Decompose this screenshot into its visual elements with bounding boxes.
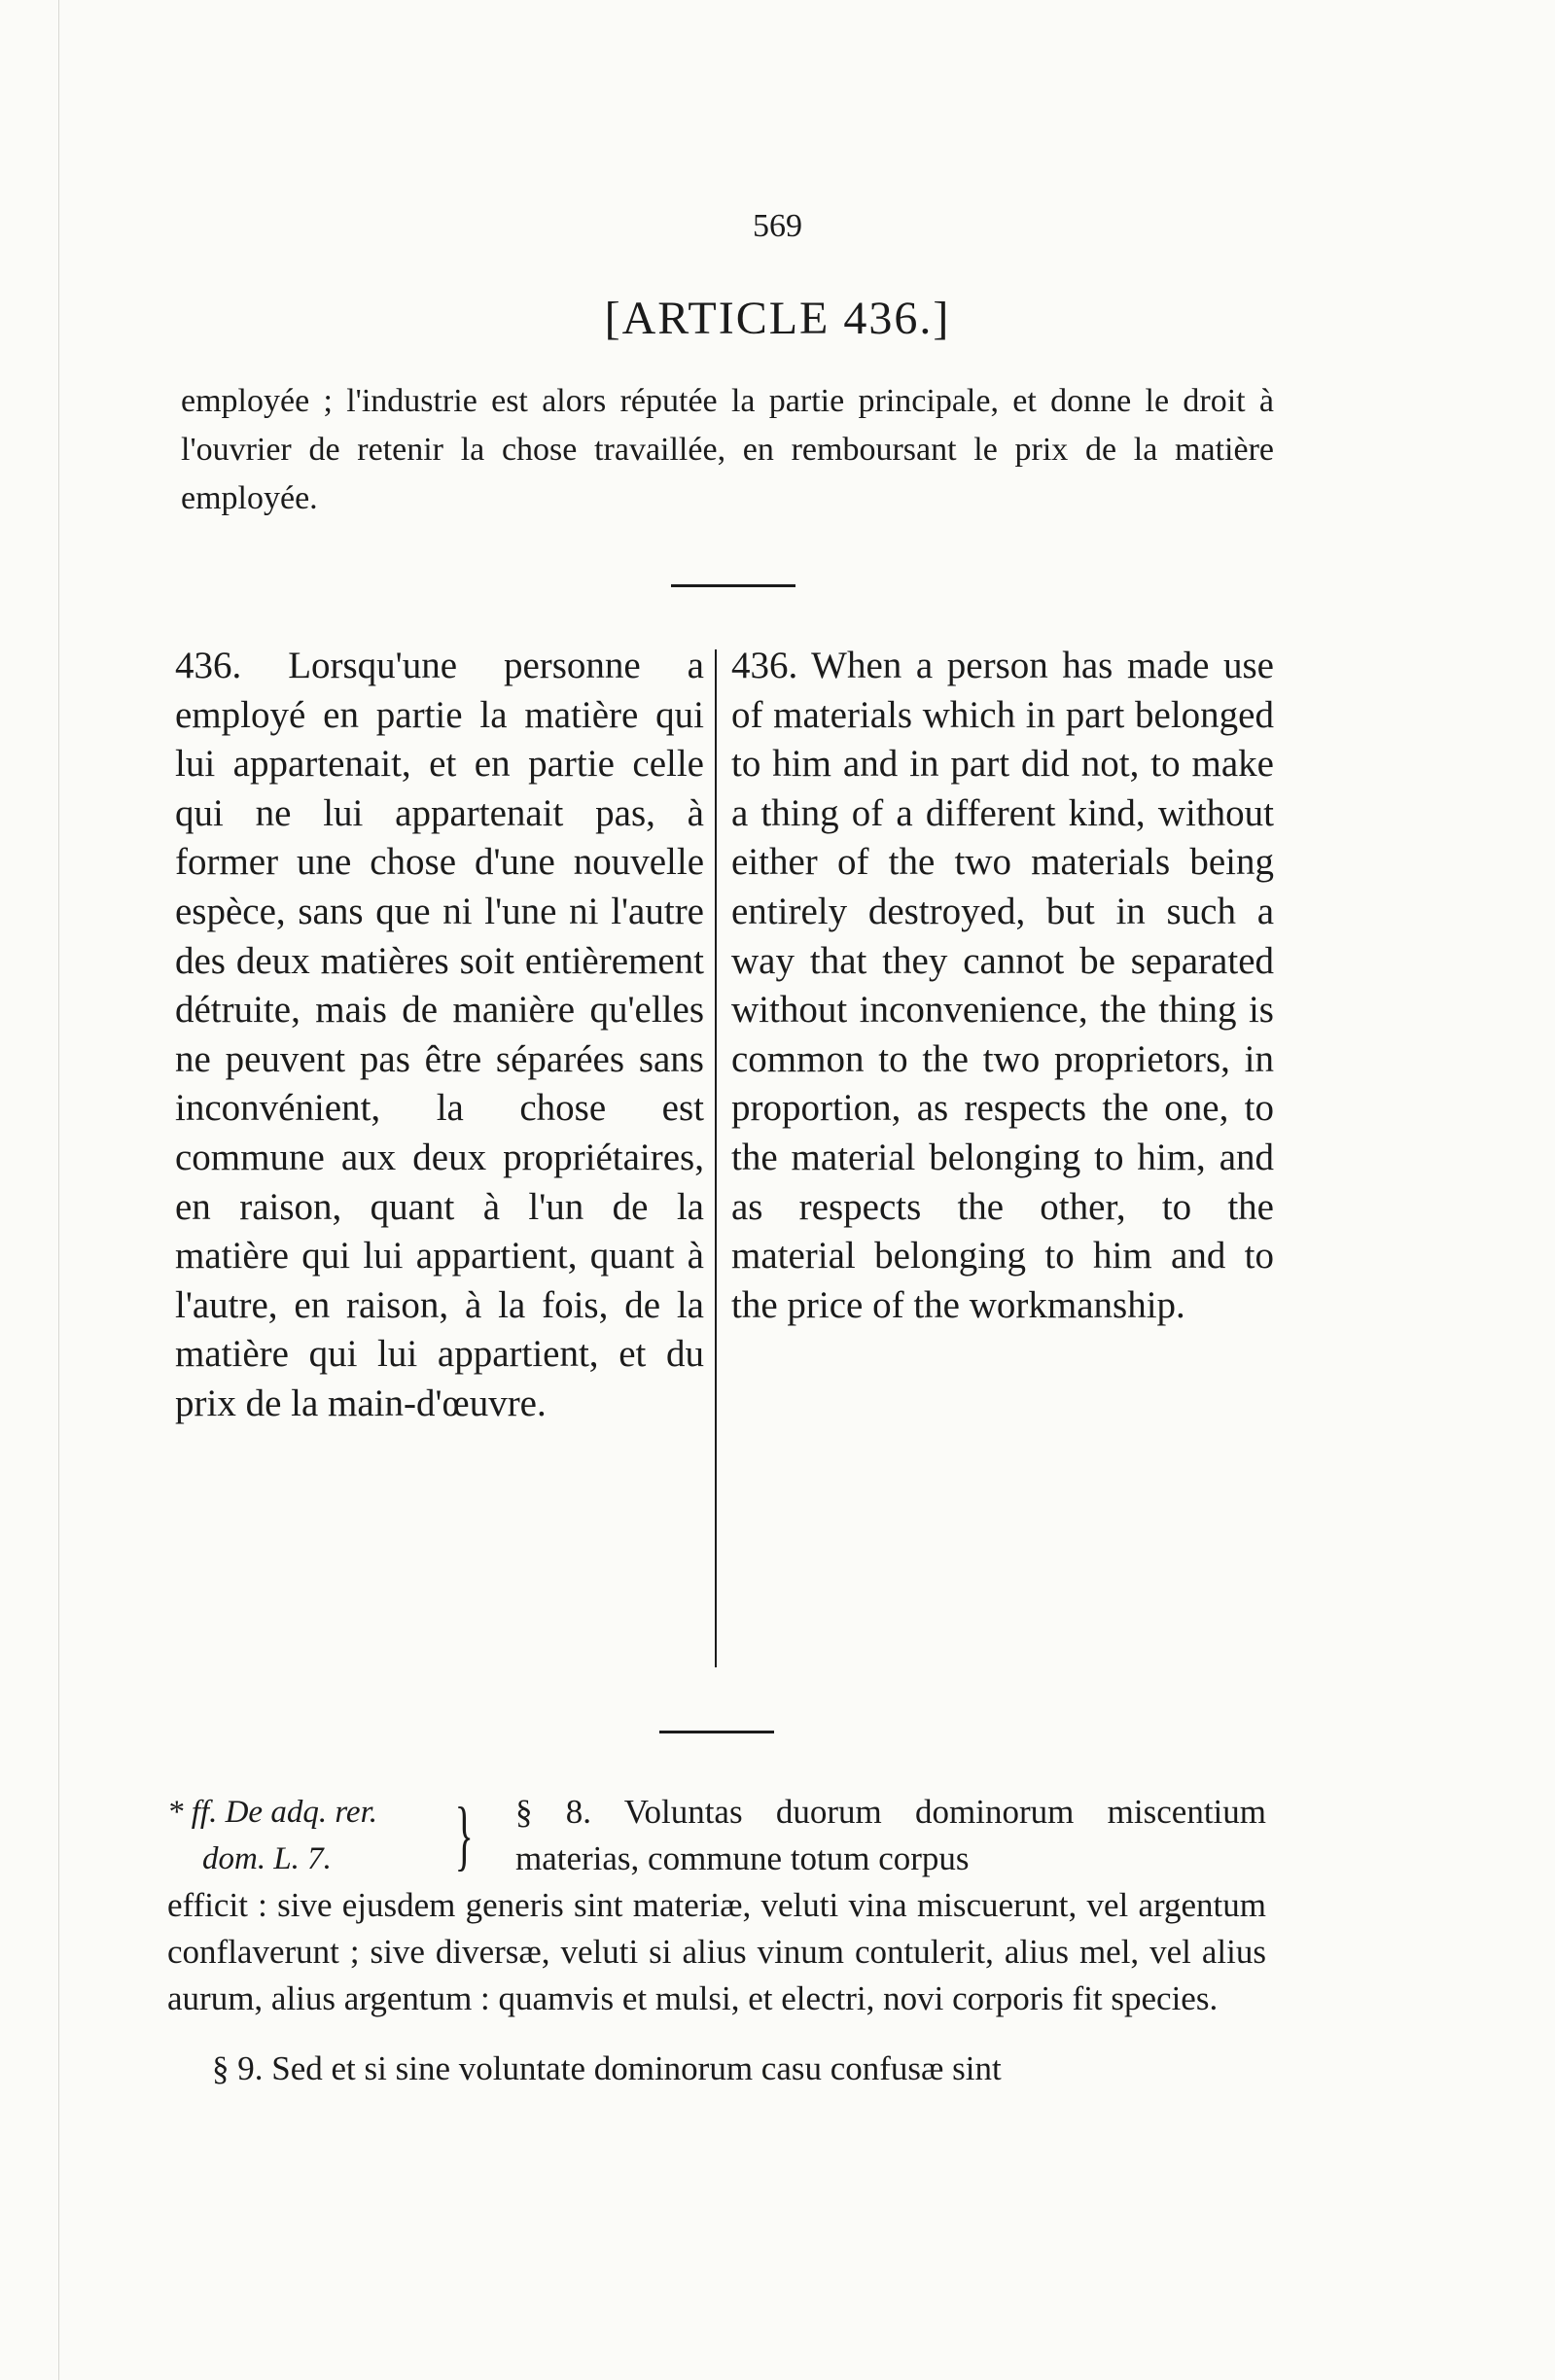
footnote-reference-line1: * ff. De adq. rer. [167,1795,378,1830]
scan-edge [58,0,59,2380]
footnote-body: efficit : sive ejusdem generis sint materiæ, veluti vina miscuerunt, vel argentum conflaverunt ; sive diversæ, veluti si alius vinum contulerit, alius mel, vel alius aurum, alius argentum : quamvis et mulsi, et electri, novi corporis fit species. [167,1886,1266,2017]
footnote-reference [167,1789,498,1882]
column-divider [715,649,717,1667]
english-column [731,642,1274,1330]
french-column [175,642,704,1429]
article-heading: [ARTICLE 436.] [604,293,951,344]
english-article-text: 436. When a person has made use of materials which in part belonged to him and in part did not, to make a thing of a different kind, without either of the two materials being entirely destroyed, but in such a way that they cannot be separated without inconvenience, the thing is common to the two proprietors, in proportion, as respects the one, to the material belonging to him, and as respects the other, to the material belonging to him and to the price of the workmanship. [731,645,1274,1326]
footnote-reference-line2: dom. L. 7. [202,1841,332,1876]
brace-symbol: } [454,1793,474,1878]
page-number: 569 [753,208,802,244]
footnote-last-line: § 9. Sed et si sine voluntate dominorum casu confusæ sint [212,2049,1002,2087]
carryover-paragraph: employée ; l'industrie est alors réputée la partie principale, et donne le droit à l'ouvrier de retenir la chose travaillée, en remboursant le prix de la matière employée. [181,383,1274,516]
section-rule-footnote [659,1731,774,1733]
french-article-text: 436. Lorsqu'une personne a employé en partie la matière qui lui appartenait, et en partie celle qui ne lui appartenait pas, à former une chose d'une nouvelle espèce, sans que ni l'une ni l'autre des deux matières soit entièrement détruite, mais de manière qu'elles ne peuvent pas être séparées sans inconvénient, la chose est commune aux deux propriétaires, en raison, quant à l'un de la matière qui lui appartient, quant à l'autre, en raison, à la fois, de la matière qui lui appartient, et du prix de la main-d'œuvre. [175,645,704,1424]
section-rule-top [671,584,795,587]
footnote-first-lines: § 8. Voluntas duorum dominorum miscentium materias, commune totum corpus [515,1793,1266,1877]
